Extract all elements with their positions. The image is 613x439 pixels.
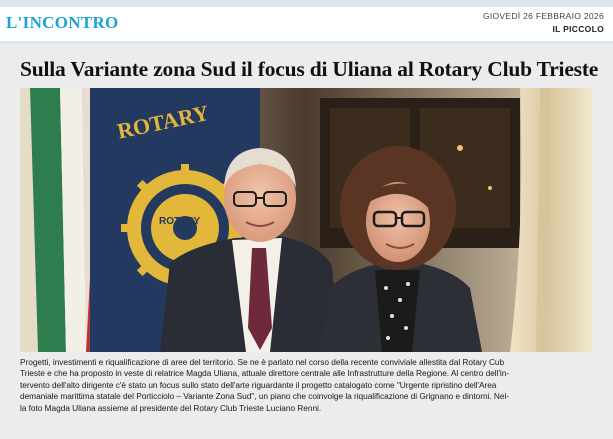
- caption-line: tervento dell'alto dirigente c'è stato un focus sullo stato dell'arte riguardante il progetto catalogato come "Urgente ripristino dell'Area: [20, 379, 497, 390]
- article-headline: Sulla Variante zona Sud il focus di Uliana al Rotary Club Trieste: [20, 57, 599, 81]
- photo-caption: [20, 357, 595, 414]
- banner-text: ROTARY: [114, 99, 212, 144]
- caption-line: Progetti, investimenti e riqualificazione di aree del territorio. Se ne è parlato nel corso della recente conviviale allestita dal Rotary Cub: [20, 357, 505, 367]
- article-photo: [20, 88, 592, 352]
- page-header: [0, 7, 613, 44]
- top-color-bar: [0, 0, 613, 7]
- caption-line: Trieste e che ha proposto in veste di relatrice Magda Uliana, attuale direttore centrale alle Infrastrutture della Regione. Al centro dell'in-: [20, 368, 510, 379]
- caption-line: la foto Magda Uliana assieme al presidente del Rotary Club Trieste Luciano Renni.: [20, 402, 322, 413]
- newspaper-name: IL PICCOLO: [552, 24, 604, 34]
- emblem-text: ROTARY: [159, 216, 201, 227]
- photo-illustration: [20, 88, 592, 352]
- section-title: L'INCONTRO: [6, 13, 119, 32]
- publication-date: GIOVEDÌ 26 FEBBRAIO 2026: [482, 11, 604, 21]
- article: [0, 44, 613, 439]
- caption-line: demaniale marittima statale del Porticciolo – Variante Zona Sud", un piano che coinvolge la riqualificazione di Grignano e dintorni. Nel-: [20, 391, 509, 402]
